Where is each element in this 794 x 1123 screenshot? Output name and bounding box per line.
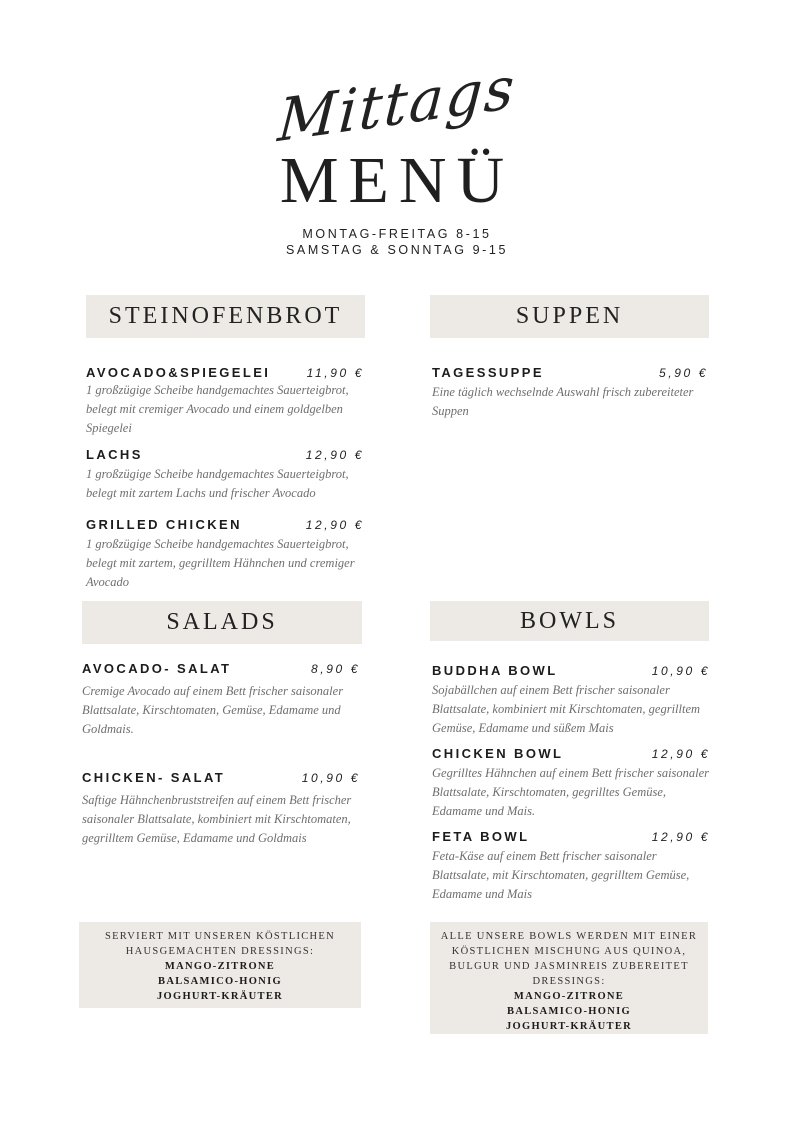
section-header-suppen: SUPPEN bbox=[430, 295, 709, 338]
menu-item bbox=[432, 829, 710, 904]
item-name: CHICKEN- SALAT bbox=[82, 770, 226, 785]
item-name: LACHS bbox=[86, 447, 143, 462]
menu-item bbox=[432, 663, 710, 738]
section-header-salads: SALADS bbox=[82, 601, 362, 644]
menu-item bbox=[432, 365, 708, 421]
script-title: Mittags bbox=[275, 52, 519, 156]
item-description: Saftige Hähnchenbruststreifen auf einem Bett frischer saisonaler Blattsalate, kombiniert mit Kirschtomaten, gegrilltem Gemüse, Edamame und Goldmais bbox=[82, 793, 352, 845]
item-price: 12,90 € bbox=[651, 747, 710, 761]
dressing-item: MANGO-ZITRONE bbox=[164, 961, 276, 972]
item-description: 1 großzügige Scheibe handgemachtes Sauerteigbrot, belegt mit zartem Lachs und frischer Avocado bbox=[86, 467, 349, 500]
item-price: 8,90 € bbox=[311, 662, 360, 676]
dressings-note-bowls bbox=[430, 922, 708, 1034]
menu-item bbox=[432, 746, 710, 821]
item-description: Eine täglich wechselnde Auswahl frisch zubereiteter Suppen bbox=[432, 385, 694, 418]
item-name: BUDDHA BOWL bbox=[432, 663, 558, 678]
item-price: 5,90 € bbox=[659, 366, 708, 380]
item-description: Feta-Käse auf einem Bett frischer saisonaler Blattsalate, mit Kirschtomaten, gegrilltem Gemüse, Edamame und Mais bbox=[432, 849, 690, 901]
section-header-steinofenbrot: STEINOFENBROT bbox=[86, 295, 365, 338]
menu-item bbox=[86, 365, 370, 438]
item-price: 12,90 € bbox=[305, 518, 364, 532]
item-name: TAGESSUPPE bbox=[432, 365, 544, 380]
item-description: 1 großzügige Scheibe handgemachtes Sauerteigbrot, belegt mit cremiger Avocado und einem goldgelben Spiegelei bbox=[86, 383, 349, 435]
dressing-item: BALSAMICO-HONIG bbox=[507, 1006, 631, 1017]
item-description: Sojabällchen auf einem Bett frischer saisonaler Blattsalate, kombiniert mit Kirschtomaten, gegrilltem Gemüse, Edamame und süßem Mais bbox=[432, 683, 701, 735]
item-description: Gegrilltes Hähnchen auf einem Bett frischer saisonaler Blattsalate, Kirschtomaten, gegrilltes Gemüse, Edamame und Mais. bbox=[432, 766, 710, 818]
dressing-item: JOGHURT-KRÄUTER bbox=[156, 991, 284, 1002]
note-text: ALLE UNSERE BOWLS WERDEN MIT EINER KÖSTLICHEN MISCHUNG AUS QUINOA, BULGUR UND JASMINREIS ZUBEREITET DRESSINGS: bbox=[440, 931, 698, 987]
item-price: 12,90 € bbox=[651, 830, 710, 844]
item-price: 10,90 € bbox=[651, 664, 710, 678]
section-header-bowls: BOWLS bbox=[430, 601, 709, 641]
item-price: 11,90 € bbox=[306, 366, 364, 380]
note-text: SERVIERT MIT UNSEREN KÖSTLICHEN HAUSGEMACHTEN DRESSINGS: bbox=[104, 931, 336, 957]
item-description: Cremige Avocado auf einem Bett frischer saisonaler Blattsalate, Kirschtomaten, Gemüse, Edamame und Goldmais. bbox=[82, 684, 344, 736]
menu-item bbox=[86, 447, 370, 503]
dressing-item: BALSAMICO-HONIG bbox=[158, 976, 282, 987]
dressing-item: JOGHURT-KRÄUTER bbox=[505, 1021, 633, 1032]
page-title: MENÜ bbox=[279, 144, 515, 217]
item-name: FETA BOWL bbox=[432, 829, 530, 844]
menu-item bbox=[82, 770, 360, 848]
menu-item bbox=[86, 517, 370, 592]
item-price: 10,90 € bbox=[301, 771, 360, 785]
menu-item bbox=[82, 661, 360, 739]
item-price: 12,90 € bbox=[305, 448, 364, 462]
item-name: CHICKEN BOWL bbox=[432, 746, 564, 761]
hours-weekend: SAMSTAG & SONNTAG 9-15 bbox=[285, 243, 509, 257]
hours-weekdays: MONTAG-FREITAG 8-15 bbox=[302, 227, 492, 241]
item-description: 1 großzügige Scheibe handgemachtes Sauerteigbrot, belegt mit zartem, gegrilltem Hähnchen und cremiger Avocado bbox=[86, 537, 355, 589]
item-name: GRILLED CHICKEN bbox=[86, 517, 242, 532]
item-name: AVOCADO- SALAT bbox=[82, 661, 232, 676]
dressing-item: MANGO-ZITRONE bbox=[513, 991, 625, 1002]
item-name: AVOCADO&SPIEGELEI bbox=[86, 365, 271, 380]
dressings-note-salads bbox=[79, 922, 361, 1008]
